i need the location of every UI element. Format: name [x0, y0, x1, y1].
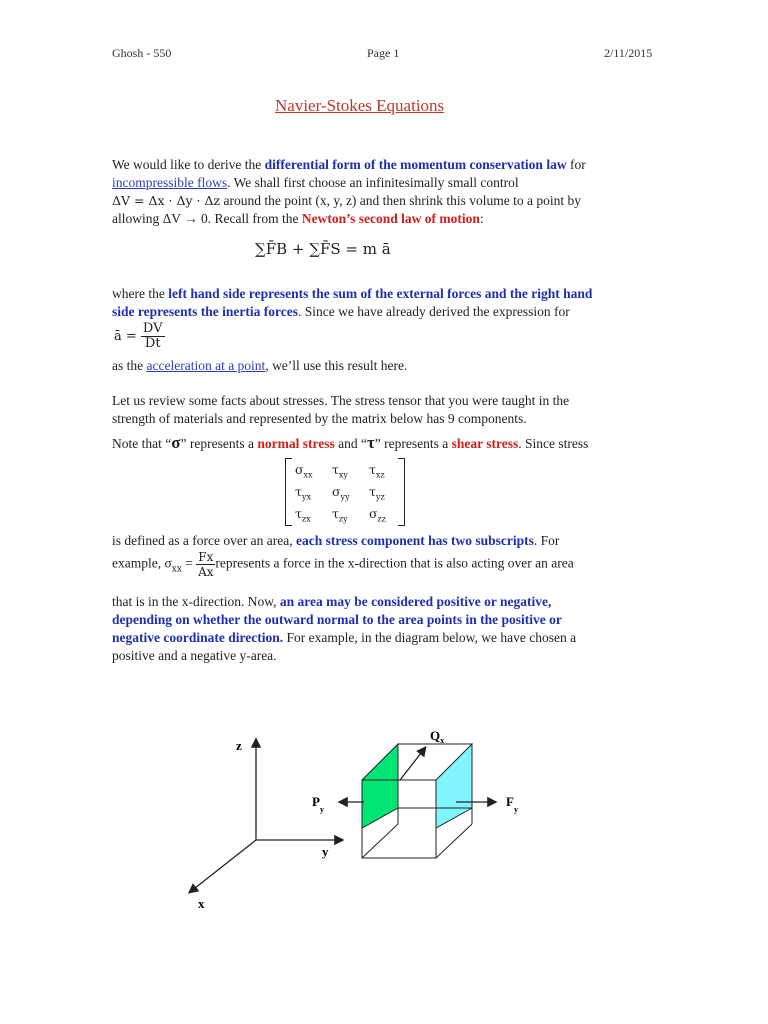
p3-line-3 [112, 434, 588, 453]
cyan-positive-y-face [436, 744, 472, 828]
matrix-cell: $\tau_{xy}$ [332, 462, 348, 480]
text: allowing ΔV → 0. Recall from the [112, 211, 302, 226]
eq-numerator: DV [142, 321, 163, 336]
text: around the point (x, y, z) and then shrink this volume to a point by [220, 193, 582, 208]
acceleration-equation [114, 322, 165, 351]
text: ” represents a [180, 436, 258, 451]
text: . Since we have already derived the expression for [297, 304, 570, 319]
p2-line-2 [112, 303, 570, 321]
p4-line-1 [112, 532, 559, 550]
stress-tensor-matrix [285, 458, 405, 526]
matrix-cell: $\tau_{yx}$ [295, 484, 311, 502]
text: For example, in the diagram below, we have chosen a [283, 630, 577, 645]
highlight-area-sign: an area may be considered positive or negative, [279, 594, 552, 609]
text: = [181, 555, 193, 571]
force-over-area-numerator: Fx [198, 550, 214, 564]
link-acceleration-at-point[interactable]: acceleration at a point [146, 358, 266, 373]
highlight-outward-normal: depending on whether the outward normal to the area points in the positive or [112, 612, 562, 627]
text: represents a force in the x-direction that is also acting over an area [215, 555, 574, 571]
text: example, σ [112, 555, 172, 571]
cube-edge [436, 824, 472, 858]
text: is defined as a force over an area, [112, 533, 297, 548]
p4-line-5 [112, 629, 576, 647]
p4-line-4 [112, 611, 562, 629]
text: where the [112, 286, 169, 301]
p1-line-4 [112, 210, 484, 228]
cube-edge [362, 824, 398, 858]
momentum-equation: ∑F̄B + ∑F̄S = m ā [255, 240, 391, 258]
p2-line-1 [112, 285, 592, 303]
label-p: $P_y$ [312, 794, 324, 814]
text: . We shall first choose an infinitesimally small control [227, 175, 519, 190]
q-arrow [400, 748, 425, 780]
p1-line-3 [112, 192, 581, 210]
text: . For [533, 533, 560, 548]
highlight-coordinate-direction: negative coordinate direction. [112, 630, 284, 645]
matrix-cell: $\sigma_{xx}$ [295, 462, 313, 480]
matrix-cell: $\sigma_{zz}$ [369, 506, 386, 524]
p2-line-4 [112, 357, 407, 375]
highlight-newton-law: Newton’s second law of motion [301, 211, 480, 226]
text: as the [112, 358, 147, 373]
p1-line-2 [112, 174, 519, 192]
text: We would like to derive the [112, 157, 265, 172]
x-axis [190, 840, 256, 892]
axis-x-label: x [198, 896, 205, 911]
force-over-area-denominator: Ax [198, 565, 214, 579]
sigma-symbol: σ [171, 433, 181, 452]
text: that is in the x-direction. Now, [112, 594, 280, 609]
text: for [566, 157, 586, 172]
matrix-cell: $\tau_{yz}$ [369, 484, 385, 502]
matrix-cell: $\tau_{zx}$ [295, 506, 311, 524]
axis-z-label: z [236, 738, 242, 753]
eq-lhs: ā = [114, 329, 137, 344]
control-volume-formula: ΔV = Δx · Δy · Δz [112, 193, 221, 208]
matrix-cell: $\sigma_{yy}$ [332, 484, 350, 502]
text: and “ [334, 436, 367, 451]
header-date: 2/11/2015 [604, 46, 653, 60]
matrix-right-bracket [398, 458, 405, 526]
text: ” represents a [374, 436, 452, 451]
stress-cube-diagram [180, 720, 540, 920]
green-negative-y-face [362, 744, 398, 828]
header-page-number: Page 1 [367, 46, 400, 60]
matrix-cell: $\tau_{zy}$ [332, 506, 348, 524]
p3-line-2: strength of materials and represented by the matrix below has 9 components. [112, 411, 527, 426]
axis-y-label: y [322, 844, 329, 859]
tau-symbol: τ [366, 433, 375, 452]
header-author: Ghosh - 550 [112, 46, 172, 60]
text: . Since stress [518, 436, 589, 451]
text: , we’ll use this result here. [265, 358, 408, 373]
p4-line-6: positive and a negative y-area. [112, 648, 277, 663]
matrix-left-bracket [285, 458, 292, 526]
highlight-normal-stress: normal stress [257, 436, 335, 451]
matrix-cell: $\tau_{xz}$ [369, 462, 385, 480]
highlight-shear-stress: shear stress [451, 436, 519, 451]
eq-denominator: Dt [144, 336, 161, 351]
highlight-momentum: differential form of the momentum conservation law [264, 157, 567, 172]
link-incompressible-flows[interactable]: incompressible flows [112, 175, 228, 190]
text: Note that “ [112, 436, 172, 451]
label-f: $F_y$ [506, 794, 518, 814]
highlight-forces: left hand side represents the sum of the external forces and the right hand [168, 286, 593, 301]
p4-line-2 [112, 550, 574, 579]
highlight-inertia: side represents the inertia forces [112, 304, 298, 319]
label-q: $Q_x$ [430, 728, 445, 745]
page-title: Navier-Stokes Equations [275, 96, 445, 115]
text: : [479, 211, 484, 226]
p1-line-1 [112, 156, 586, 174]
p4-line-3 [112, 593, 551, 611]
sigma-subscript: xx [171, 564, 182, 575]
p3-line-1: Let us review some facts about stresses. The stress tensor that you were taught in the [112, 393, 570, 408]
highlight-two-subscripts: each stress component has two subscripts [296, 533, 534, 548]
